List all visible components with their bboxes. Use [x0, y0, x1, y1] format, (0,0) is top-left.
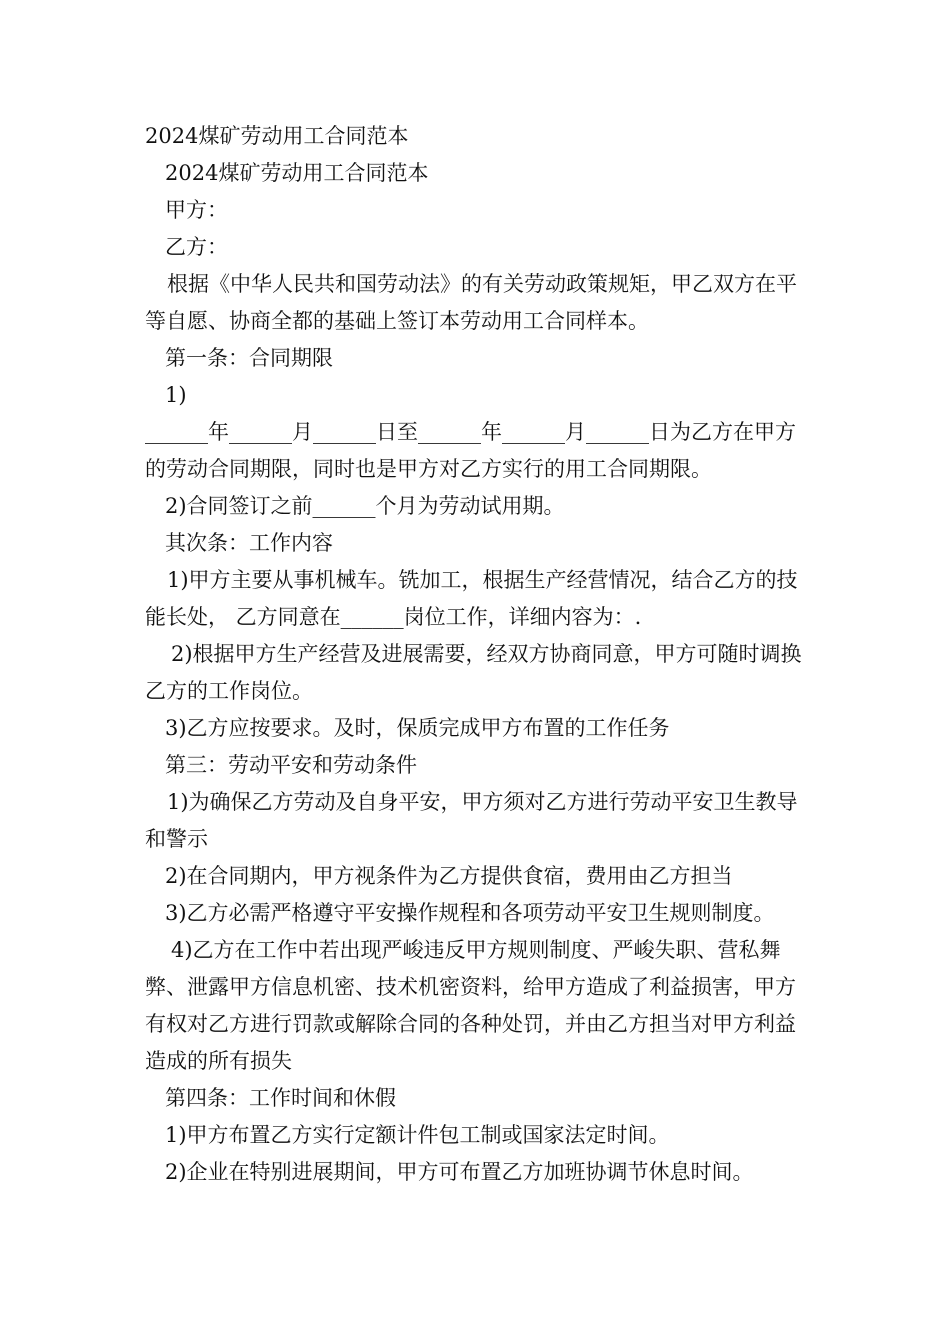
clause-4-1: 1)甲方布置乙方实行定额计件包工制或国家法定时间。	[165, 1123, 670, 1147]
clause-4-2: 2)企业在特别进展期间，甲方可布置乙方加班协调节休息时间。	[165, 1160, 754, 1184]
section-heading-1: 第一条：合同期限	[165, 346, 333, 370]
clause-3-3: 3)乙方必需严格遵守平安操作规程和各项劳动平安卫生规则制度。	[165, 901, 775, 925]
party-b-line: 乙方：	[165, 235, 228, 259]
document-page	[145, 118, 815, 1191]
document-title: 2024煤矿劳动用工合同范本	[165, 161, 429, 185]
section-heading-2: 其次条：工作内容	[165, 531, 333, 555]
section-heading-3: 第三：劳动平安和劳动条件	[165, 753, 417, 777]
clause-1-1-text: ______年______月______日至______年______月______日为乙方在甲方的劳动合同期限，同时也是甲方对乙方实行的用工合同期限。	[145, 420, 796, 481]
clause-1-2: 2)合同签订之前______个月为劳动试用期。	[165, 494, 565, 518]
party-a-line: 甲方：	[165, 198, 228, 222]
clause-2-2: 2)根据甲方生产经营及进展需要，经双方协商同意，甲方可随时调换乙方的工作岗位。	[145, 642, 802, 703]
clause-2-3: 3)乙方应按要求。及时，保质完成甲方布置的工作任务	[165, 716, 670, 740]
preamble-paragraph: 根据《中华人民共和国劳动法》的有关劳动政策规矩，甲乙双方在平等自愿、协商全都的基础上签订本劳动用工合同样本。	[145, 272, 797, 333]
clause-2-1: 1)甲方主要从事机械车。铣加工，根据生产经营情况，结合乙方的技能长处， 乙方同意在______岗位工作，详细内容为：.	[145, 568, 798, 629]
clause-3-1: 1)为确保乙方劳动及自身平安，甲方须对乙方进行劳动平安卫生教导和警示	[145, 790, 798, 851]
section-heading-4: 第四条：工作时间和休假	[165, 1086, 396, 1110]
clause-1-1-number: 1)	[165, 383, 187, 407]
clause-3-4: 4)乙方在工作中若出现严峻违反甲方规则制度、严峻失职、营私舞弊、泄露甲方信息机密、技术机密资料，给甲方造成了利益损害，甲方有权对乙方进行罚款或解除合同的各种处罚，并由乙方担当对甲方利益造成的所有损失	[145, 938, 796, 1073]
document-header-title: 2024煤矿劳动用工合同范本	[145, 124, 409, 148]
clause-3-2: 2)在合同期内，甲方视条件为乙方提供食宿，费用由乙方担当	[165, 864, 733, 888]
